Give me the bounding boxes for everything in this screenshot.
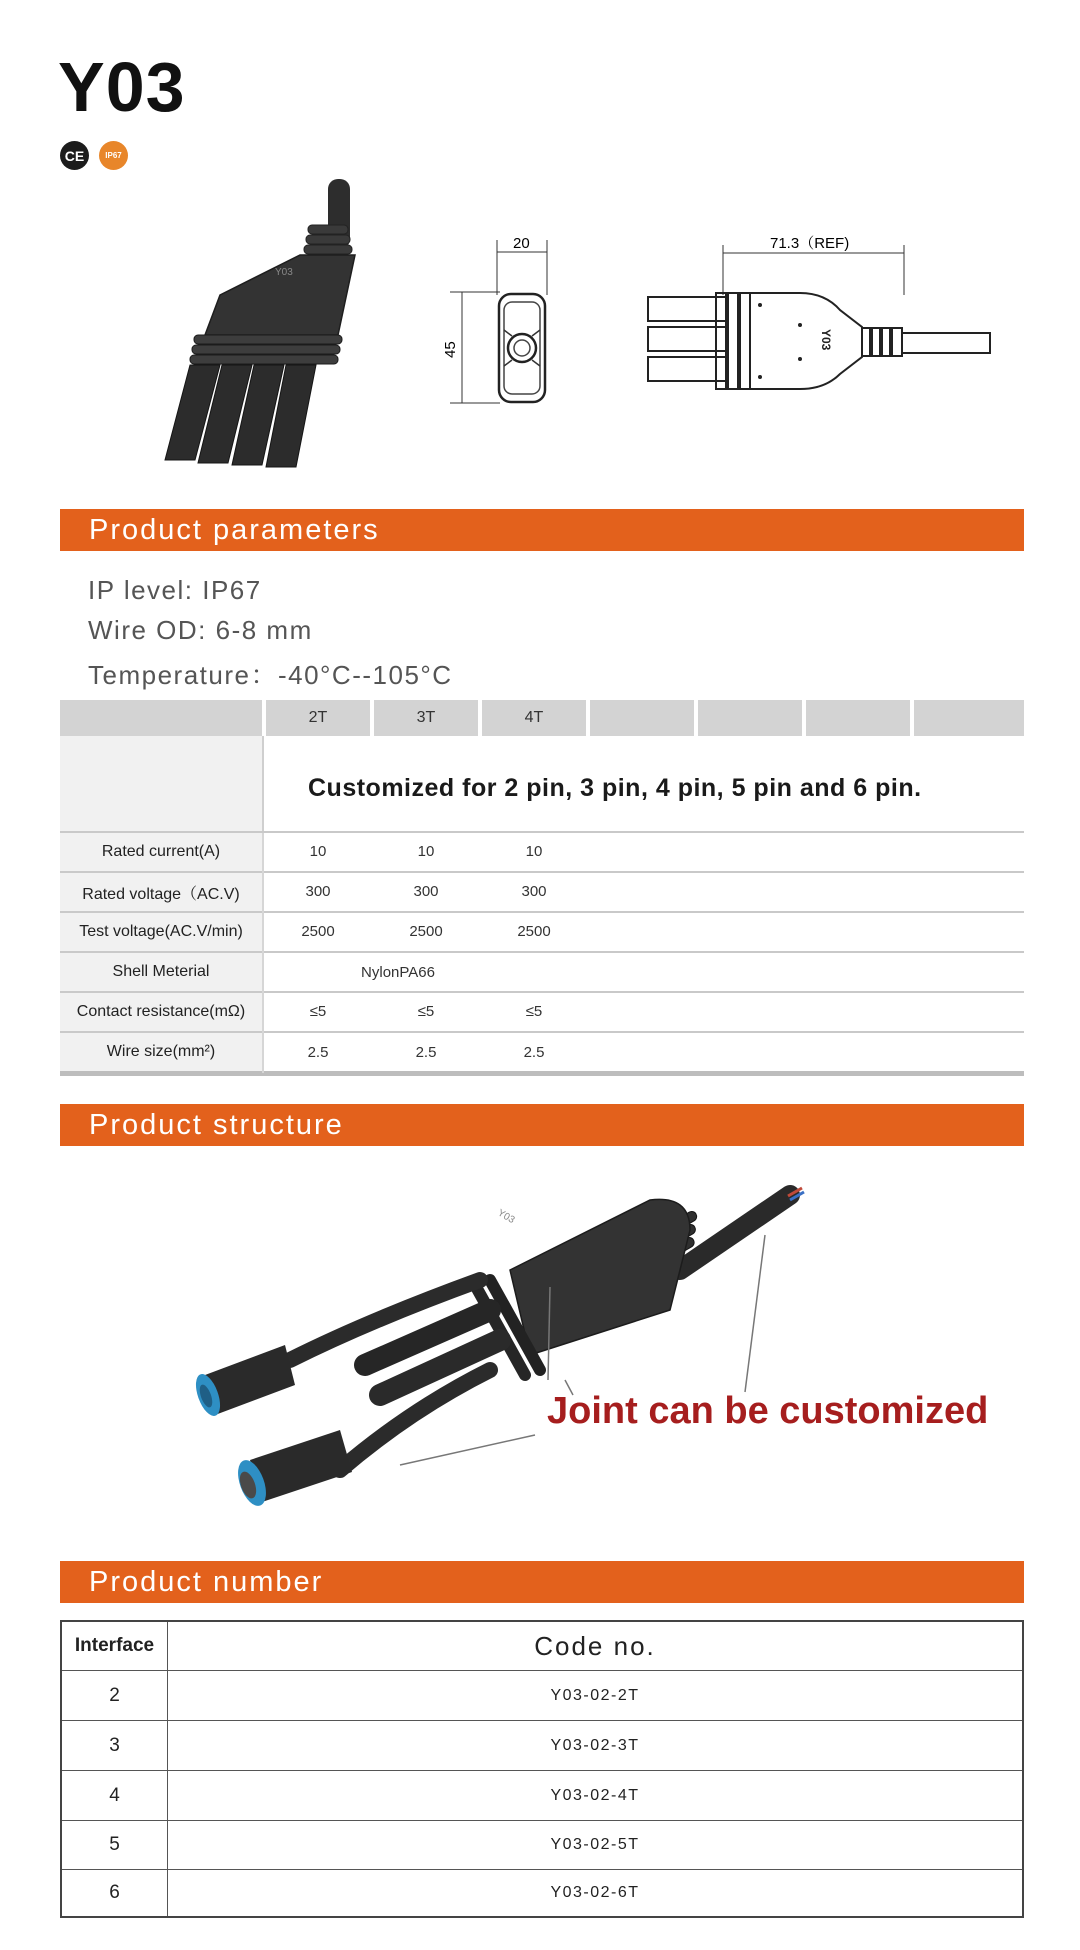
spec-row-label: Rated voltage（AC.V) (60, 873, 262, 911)
spec-row-label: Wire size(mm²) (60, 1033, 262, 1071)
interface-cell: 6 (62, 1870, 168, 1916)
code-cell: Y03-02-3T (550, 1736, 640, 1754)
dim-height-label: 45 (442, 341, 459, 358)
spec-value: 10 (525, 843, 543, 860)
spec-table-header (60, 700, 1024, 736)
spec-value: 300 (305, 883, 331, 900)
spec-col-empty (698, 700, 802, 736)
interface-cell: 4 (62, 1771, 168, 1820)
customization-note: Customized for 2 pin, 3 pin, 4 pin, 5 pin and 6 pin. (308, 774, 922, 802)
spec-value: 2500 (409, 923, 443, 940)
spec-value: ≤5 (417, 1003, 435, 1020)
code-cell: Y03-02-2T (550, 1686, 640, 1704)
ip67-badge-icon: IP67 (99, 141, 128, 170)
spec-header-blank (60, 700, 262, 736)
structure-callout: Joint can be customized (547, 1390, 989, 1432)
dim-width-label: 20 (513, 235, 530, 252)
spec-col-3t: 3T (374, 700, 478, 736)
header-interface: Interface (62, 1622, 168, 1670)
spec-col-empty (806, 700, 910, 736)
section-bar-structure: Product structure (60, 1104, 1024, 1146)
dim-length-label: 71.3（REF) (770, 235, 850, 252)
svg-text:Y03: Y03 (275, 267, 293, 278)
spec-value: 2.5 (415, 1044, 437, 1061)
spec-col-4t: 4T (482, 700, 586, 736)
section-bar-number: Product number (60, 1561, 1024, 1603)
code-cell: Y03-02-6T (550, 1884, 640, 1901)
spec-value: NylonPA66 (361, 964, 435, 981)
interface-cell: 3 (62, 1721, 168, 1770)
header-code-no: Code no. (534, 1630, 656, 1661)
spec-row-label: Rated current(A) (60, 833, 262, 871)
spec-col-empty (914, 700, 1024, 736)
interface-cell: 5 (62, 1821, 168, 1869)
spec-value: ≤5 (525, 1003, 543, 1020)
ce-mark-icon: CE (60, 141, 89, 170)
spec-value: 10 (417, 843, 435, 860)
table-row (62, 1771, 1022, 1821)
spec-row-label: Test voltage(AC.V/min) (60, 913, 262, 951)
spec-value: ≤5 (309, 1003, 327, 1020)
spec-row-label: Contact resistance(mΩ) (60, 993, 262, 1031)
spec-value: 2500 (301, 923, 335, 940)
table-row (62, 1870, 1022, 1916)
spec-col-empty (590, 700, 694, 736)
product-photo-connector (150, 175, 365, 470)
spec-value: 2.5 (523, 1044, 545, 1061)
spec-row-label: Shell Meterial (60, 953, 262, 991)
product-number-table (60, 1620, 1024, 1918)
table-row (62, 1821, 1022, 1870)
body-mark-label: Y03 (819, 329, 833, 351)
spec-value: 300 (413, 883, 439, 900)
spec-value: 300 (521, 883, 547, 900)
section-bar-parameters: Product parameters (60, 509, 1024, 551)
code-cell: Y03-02-4T (550, 1786, 640, 1804)
product-title: Y03 (58, 48, 186, 126)
table-row (62, 1721, 1022, 1771)
param-temperature: Temperature：-40°C--105°C (88, 660, 453, 690)
spec-col-2t: 2T (266, 700, 370, 736)
spec-value: 2500 (517, 923, 551, 940)
side-view-drawing (440, 230, 570, 410)
param-wire-od: Wire OD: 6-8 mm (88, 615, 313, 645)
interface-cell: 2 (62, 1671, 168, 1720)
spec-note-blank (60, 736, 262, 832)
svg-text:Y03: Y03 (495, 1207, 517, 1226)
spec-value: 2.5 (307, 1044, 329, 1061)
top-view-drawing (640, 225, 1010, 415)
product-structure-photo (190, 1160, 840, 1530)
table-header-row (62, 1622, 1022, 1671)
param-ip-level: IP level: IP67 (88, 575, 262, 605)
spec-value: 10 (309, 843, 327, 860)
table-row (62, 1671, 1022, 1721)
code-cell: Y03-02-5T (550, 1836, 640, 1853)
